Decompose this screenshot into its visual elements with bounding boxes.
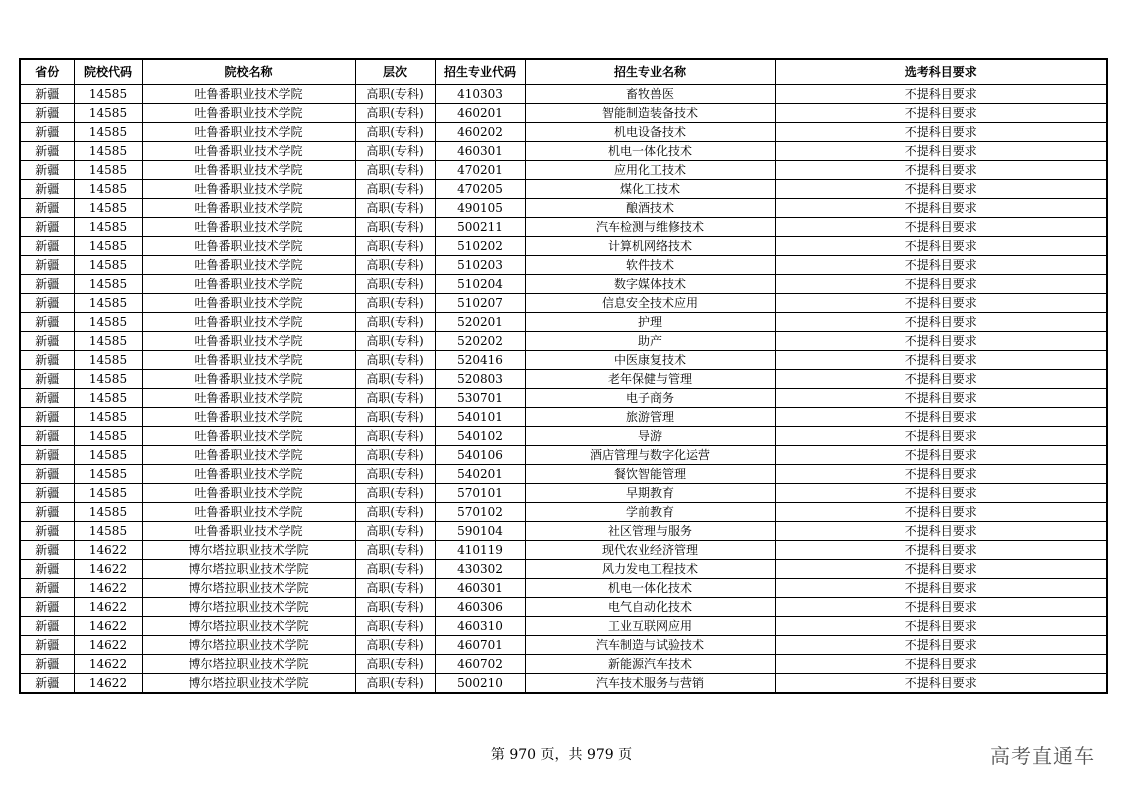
major-code-cell: 460701 bbox=[435, 636, 525, 655]
major-code-cell: 520416 bbox=[435, 351, 525, 370]
school-name-cell: 吐鲁番职业技术学院 bbox=[142, 294, 355, 313]
subject-requirement-cell: 不提科目要求 bbox=[775, 446, 1107, 465]
level-cell: 高职(专科) bbox=[355, 180, 435, 199]
school-code-cell: 14585 bbox=[74, 408, 142, 427]
level-cell: 高职(专科) bbox=[355, 85, 435, 104]
level-cell: 高职(专科) bbox=[355, 674, 435, 694]
major-code-cell: 540106 bbox=[435, 446, 525, 465]
table-row bbox=[20, 503, 1107, 522]
school-code-cell: 14585 bbox=[74, 389, 142, 408]
subject-requirement-cell: 不提科目要求 bbox=[775, 218, 1107, 237]
major-code-cell: 510202 bbox=[435, 237, 525, 256]
major-code-cell: 510204 bbox=[435, 275, 525, 294]
subject-requirement-cell: 不提科目要求 bbox=[775, 123, 1107, 142]
major-code-cell: 520202 bbox=[435, 332, 525, 351]
subject-requirement-cell: 不提科目要求 bbox=[775, 351, 1107, 370]
school-name-cell: 吐鲁番职业技术学院 bbox=[142, 218, 355, 237]
major-code-cell: 490105 bbox=[435, 199, 525, 218]
table-row bbox=[20, 161, 1107, 180]
column-header-province: 省份 bbox=[20, 59, 74, 85]
province-cell: 新疆 bbox=[20, 541, 74, 560]
table-row bbox=[20, 560, 1107, 579]
level-cell: 高职(专科) bbox=[355, 218, 435, 237]
school-name-cell: 吐鲁番职业技术学院 bbox=[142, 161, 355, 180]
column-header-major-name: 招生专业名称 bbox=[525, 59, 775, 85]
level-cell: 高职(专科) bbox=[355, 617, 435, 636]
subject-requirement-cell: 不提科目要求 bbox=[775, 180, 1107, 199]
school-name-cell: 吐鲁番职业技术学院 bbox=[142, 484, 355, 503]
level-cell: 高职(专科) bbox=[355, 313, 435, 332]
subject-requirement-cell: 不提科目要求 bbox=[775, 389, 1107, 408]
column-header-school-name: 院校名称 bbox=[142, 59, 355, 85]
subject-requirement-cell: 不提科目要求 bbox=[775, 408, 1107, 427]
province-cell: 新疆 bbox=[20, 636, 74, 655]
school-code-cell: 14622 bbox=[74, 598, 142, 617]
province-cell: 新疆 bbox=[20, 427, 74, 446]
major-name-cell: 数字媒体技术 bbox=[525, 275, 775, 294]
school-code-cell: 14585 bbox=[74, 123, 142, 142]
school-code-cell: 14585 bbox=[74, 218, 142, 237]
province-cell: 新疆 bbox=[20, 161, 74, 180]
major-name-cell: 畜牧兽医 bbox=[525, 85, 775, 104]
table-row bbox=[20, 199, 1107, 218]
school-code-cell: 14585 bbox=[74, 351, 142, 370]
level-cell: 高职(专科) bbox=[355, 579, 435, 598]
major-name-cell: 旅游管理 bbox=[525, 408, 775, 427]
province-cell: 新疆 bbox=[20, 503, 74, 522]
province-cell: 新疆 bbox=[20, 579, 74, 598]
province-cell: 新疆 bbox=[20, 123, 74, 142]
school-code-cell: 14585 bbox=[74, 199, 142, 218]
major-name-cell: 机电一体化技术 bbox=[525, 142, 775, 161]
level-cell: 高职(专科) bbox=[355, 256, 435, 275]
level-cell: 高职(专科) bbox=[355, 370, 435, 389]
level-cell: 高职(专科) bbox=[355, 123, 435, 142]
major-code-cell: 510207 bbox=[435, 294, 525, 313]
school-code-cell: 14622 bbox=[74, 617, 142, 636]
table-row bbox=[20, 408, 1107, 427]
major-code-cell: 590104 bbox=[435, 522, 525, 541]
table-row bbox=[20, 275, 1107, 294]
subject-requirement-cell: 不提科目要求 bbox=[775, 674, 1107, 694]
level-cell: 高职(专科) bbox=[355, 446, 435, 465]
subject-requirement-cell: 不提科目要求 bbox=[775, 579, 1107, 598]
major-name-cell: 导游 bbox=[525, 427, 775, 446]
level-cell: 高职(专科) bbox=[355, 199, 435, 218]
major-name-cell: 酿酒技术 bbox=[525, 199, 775, 218]
province-cell: 新疆 bbox=[20, 389, 74, 408]
table-row bbox=[20, 218, 1107, 237]
table-row bbox=[20, 427, 1107, 446]
table-row bbox=[20, 313, 1107, 332]
school-code-cell: 14585 bbox=[74, 503, 142, 522]
province-cell: 新疆 bbox=[20, 465, 74, 484]
level-cell: 高职(专科) bbox=[355, 598, 435, 617]
school-name-cell: 吐鲁番职业技术学院 bbox=[142, 503, 355, 522]
school-name-cell: 吐鲁番职业技术学院 bbox=[142, 522, 355, 541]
level-cell: 高职(专科) bbox=[355, 427, 435, 446]
subject-requirement-cell: 不提科目要求 bbox=[775, 541, 1107, 560]
table-row bbox=[20, 655, 1107, 674]
major-code-cell: 430302 bbox=[435, 560, 525, 579]
level-cell: 高职(专科) bbox=[355, 142, 435, 161]
school-name-cell: 吐鲁番职业技术学院 bbox=[142, 427, 355, 446]
school-code-cell: 14585 bbox=[74, 142, 142, 161]
column-header-school-code: 院校代码 bbox=[74, 59, 142, 85]
school-code-cell: 14585 bbox=[74, 180, 142, 199]
level-cell: 高职(专科) bbox=[355, 503, 435, 522]
major-code-cell: 510203 bbox=[435, 256, 525, 275]
subject-requirement-cell: 不提科目要求 bbox=[775, 503, 1107, 522]
subject-requirement-cell: 不提科目要求 bbox=[775, 199, 1107, 218]
level-cell: 高职(专科) bbox=[355, 408, 435, 427]
major-code-cell: 410119 bbox=[435, 541, 525, 560]
major-code-cell: 460301 bbox=[435, 142, 525, 161]
school-name-cell: 吐鲁番职业技术学院 bbox=[142, 256, 355, 275]
province-cell: 新疆 bbox=[20, 313, 74, 332]
major-name-cell: 老年保健与管理 bbox=[525, 370, 775, 389]
school-name-cell: 吐鲁番职业技术学院 bbox=[142, 104, 355, 123]
subject-requirement-cell: 不提科目要求 bbox=[775, 294, 1107, 313]
school-code-cell: 14585 bbox=[74, 313, 142, 332]
major-code-cell: 460202 bbox=[435, 123, 525, 142]
level-cell: 高职(专科) bbox=[355, 484, 435, 503]
major-name-cell: 电子商务 bbox=[525, 389, 775, 408]
major-name-cell: 新能源汽车技术 bbox=[525, 655, 775, 674]
school-code-cell: 14585 bbox=[74, 161, 142, 180]
subject-requirement-cell: 不提科目要求 bbox=[775, 560, 1107, 579]
province-cell: 新疆 bbox=[20, 104, 74, 123]
school-name-cell: 吐鲁番职业技术学院 bbox=[142, 465, 355, 484]
school-name-cell: 博尔塔拉职业技术学院 bbox=[142, 598, 355, 617]
major-code-cell: 520201 bbox=[435, 313, 525, 332]
level-cell: 高职(专科) bbox=[355, 560, 435, 579]
major-code-cell: 460201 bbox=[435, 104, 525, 123]
admissions-table bbox=[19, 58, 1108, 694]
table-header-row bbox=[20, 59, 1107, 85]
school-code-cell: 14622 bbox=[74, 579, 142, 598]
province-cell: 新疆 bbox=[20, 218, 74, 237]
subject-requirement-cell: 不提科目要求 bbox=[775, 85, 1107, 104]
major-code-cell: 500210 bbox=[435, 674, 525, 694]
table-row bbox=[20, 237, 1107, 256]
major-name-cell: 酒店管理与数字化运营 bbox=[525, 446, 775, 465]
school-code-cell: 14622 bbox=[74, 636, 142, 655]
province-cell: 新疆 bbox=[20, 85, 74, 104]
school-code-cell: 14585 bbox=[74, 85, 142, 104]
table-row bbox=[20, 85, 1107, 104]
major-name-cell: 中医康复技术 bbox=[525, 351, 775, 370]
subject-requirement-cell: 不提科目要求 bbox=[775, 161, 1107, 180]
major-code-cell: 570101 bbox=[435, 484, 525, 503]
school-name-cell: 吐鲁番职业技术学院 bbox=[142, 85, 355, 104]
province-cell: 新疆 bbox=[20, 674, 74, 694]
table-row bbox=[20, 370, 1107, 389]
subject-requirement-cell: 不提科目要求 bbox=[775, 142, 1107, 161]
table-row bbox=[20, 636, 1107, 655]
major-code-cell: 470201 bbox=[435, 161, 525, 180]
school-code-cell: 14622 bbox=[74, 655, 142, 674]
province-cell: 新疆 bbox=[20, 294, 74, 313]
major-code-cell: 540102 bbox=[435, 427, 525, 446]
major-code-cell: 470205 bbox=[435, 180, 525, 199]
level-cell: 高职(专科) bbox=[355, 332, 435, 351]
major-name-cell: 智能制造装备技术 bbox=[525, 104, 775, 123]
school-code-cell: 14585 bbox=[74, 332, 142, 351]
major-name-cell: 煤化工技术 bbox=[525, 180, 775, 199]
major-code-cell: 500211 bbox=[435, 218, 525, 237]
school-code-cell: 14622 bbox=[74, 674, 142, 694]
level-cell: 高职(专科) bbox=[355, 636, 435, 655]
table-row bbox=[20, 541, 1107, 560]
province-cell: 新疆 bbox=[20, 617, 74, 636]
major-code-cell: 460301 bbox=[435, 579, 525, 598]
school-name-cell: 博尔塔拉职业技术学院 bbox=[142, 655, 355, 674]
major-name-cell: 应用化工技术 bbox=[525, 161, 775, 180]
school-code-cell: 14585 bbox=[74, 275, 142, 294]
level-cell: 高职(专科) bbox=[355, 294, 435, 313]
level-cell: 高职(专科) bbox=[355, 237, 435, 256]
major-code-cell: 530701 bbox=[435, 389, 525, 408]
province-cell: 新疆 bbox=[20, 655, 74, 674]
major-name-cell: 早期教育 bbox=[525, 484, 775, 503]
province-cell: 新疆 bbox=[20, 275, 74, 294]
major-name-cell: 护理 bbox=[525, 313, 775, 332]
major-name-cell: 社区管理与服务 bbox=[525, 522, 775, 541]
province-cell: 新疆 bbox=[20, 351, 74, 370]
school-code-cell: 14585 bbox=[74, 370, 142, 389]
province-cell: 新疆 bbox=[20, 408, 74, 427]
province-cell: 新疆 bbox=[20, 598, 74, 617]
subject-requirement-cell: 不提科目要求 bbox=[775, 465, 1107, 484]
school-code-cell: 14585 bbox=[74, 484, 142, 503]
subject-requirement-cell: 不提科目要求 bbox=[775, 636, 1107, 655]
subject-requirement-cell: 不提科目要求 bbox=[775, 313, 1107, 332]
major-name-cell: 工业互联网应用 bbox=[525, 617, 775, 636]
school-name-cell: 吐鲁番职业技术学院 bbox=[142, 237, 355, 256]
province-cell: 新疆 bbox=[20, 332, 74, 351]
table-row bbox=[20, 446, 1107, 465]
major-name-cell: 餐饮智能管理 bbox=[525, 465, 775, 484]
major-name-cell: 软件技术 bbox=[525, 256, 775, 275]
major-name-cell: 电气自动化技术 bbox=[525, 598, 775, 617]
subject-requirement-cell: 不提科目要求 bbox=[775, 370, 1107, 389]
school-code-cell: 14585 bbox=[74, 446, 142, 465]
major-code-cell: 460702 bbox=[435, 655, 525, 674]
column-header-subject-requirement: 选考科目要求 bbox=[775, 59, 1107, 85]
school-name-cell: 博尔塔拉职业技术学院 bbox=[142, 636, 355, 655]
table-row bbox=[20, 332, 1107, 351]
school-name-cell: 吐鲁番职业技术学院 bbox=[142, 142, 355, 161]
major-code-cell: 460310 bbox=[435, 617, 525, 636]
province-cell: 新疆 bbox=[20, 522, 74, 541]
table-row bbox=[20, 123, 1107, 142]
major-code-cell: 520803 bbox=[435, 370, 525, 389]
school-code-cell: 14585 bbox=[74, 427, 142, 446]
major-name-cell: 助产 bbox=[525, 332, 775, 351]
major-code-cell: 540101 bbox=[435, 408, 525, 427]
school-name-cell: 博尔塔拉职业技术学院 bbox=[142, 617, 355, 636]
major-code-cell: 570102 bbox=[435, 503, 525, 522]
watermark-logo: 高考直通车 bbox=[990, 744, 1095, 768]
major-name-cell: 学前教育 bbox=[525, 503, 775, 522]
school-name-cell: 吐鲁番职业技术学院 bbox=[142, 446, 355, 465]
school-name-cell: 吐鲁番职业技术学院 bbox=[142, 180, 355, 199]
school-name-cell: 博尔塔拉职业技术学院 bbox=[142, 541, 355, 560]
level-cell: 高职(专科) bbox=[355, 351, 435, 370]
province-cell: 新疆 bbox=[20, 560, 74, 579]
major-name-cell: 现代农业经济管理 bbox=[525, 541, 775, 560]
school-code-cell: 14585 bbox=[74, 522, 142, 541]
level-cell: 高职(专科) bbox=[355, 522, 435, 541]
school-name-cell: 吐鲁番职业技术学院 bbox=[142, 389, 355, 408]
major-code-cell: 410303 bbox=[435, 85, 525, 104]
school-code-cell: 14585 bbox=[74, 104, 142, 123]
subject-requirement-cell: 不提科目要求 bbox=[775, 237, 1107, 256]
major-name-cell: 信息安全技术应用 bbox=[525, 294, 775, 313]
table-row bbox=[20, 180, 1107, 199]
table-row bbox=[20, 465, 1107, 484]
province-cell: 新疆 bbox=[20, 199, 74, 218]
school-name-cell: 博尔塔拉职业技术学院 bbox=[142, 560, 355, 579]
school-name-cell: 博尔塔拉职业技术学院 bbox=[142, 579, 355, 598]
table-row bbox=[20, 522, 1107, 541]
major-code-cell: 460306 bbox=[435, 598, 525, 617]
major-name-cell: 机电一体化技术 bbox=[525, 579, 775, 598]
school-code-cell: 14585 bbox=[74, 465, 142, 484]
table-row bbox=[20, 674, 1107, 694]
table-body bbox=[20, 85, 1107, 694]
subject-requirement-cell: 不提科目要求 bbox=[775, 427, 1107, 446]
subject-requirement-cell: 不提科目要求 bbox=[775, 256, 1107, 275]
level-cell: 高职(专科) bbox=[355, 389, 435, 408]
major-name-cell: 汽车制造与试验技术 bbox=[525, 636, 775, 655]
table-row bbox=[20, 256, 1107, 275]
school-code-cell: 14585 bbox=[74, 237, 142, 256]
level-cell: 高职(专科) bbox=[355, 655, 435, 674]
table-row bbox=[20, 142, 1107, 161]
subject-requirement-cell: 不提科目要求 bbox=[775, 275, 1107, 294]
school-name-cell: 博尔塔拉职业技术学院 bbox=[142, 674, 355, 694]
column-header-level: 层次 bbox=[355, 59, 435, 85]
level-cell: 高职(专科) bbox=[355, 275, 435, 294]
school-name-cell: 吐鲁番职业技术学院 bbox=[142, 275, 355, 294]
table-row bbox=[20, 389, 1107, 408]
major-name-cell: 汽车技术服务与营销 bbox=[525, 674, 775, 694]
table-row bbox=[20, 351, 1107, 370]
province-cell: 新疆 bbox=[20, 446, 74, 465]
school-name-cell: 吐鲁番职业技术学院 bbox=[142, 332, 355, 351]
major-name-cell: 汽车检测与维修技术 bbox=[525, 218, 775, 237]
school-code-cell: 14622 bbox=[74, 560, 142, 579]
level-cell: 高职(专科) bbox=[355, 541, 435, 560]
table-row bbox=[20, 579, 1107, 598]
table-row bbox=[20, 484, 1107, 503]
province-cell: 新疆 bbox=[20, 142, 74, 161]
province-cell: 新疆 bbox=[20, 370, 74, 389]
major-name-cell: 机电设备技术 bbox=[525, 123, 775, 142]
subject-requirement-cell: 不提科目要求 bbox=[775, 655, 1107, 674]
subject-requirement-cell: 不提科目要求 bbox=[775, 598, 1107, 617]
level-cell: 高职(专科) bbox=[355, 161, 435, 180]
page-number: 第 970 页，共 979 页 bbox=[490, 747, 633, 763]
school-name-cell: 吐鲁番职业技术学院 bbox=[142, 313, 355, 332]
level-cell: 高职(专科) bbox=[355, 465, 435, 484]
school-name-cell: 吐鲁番职业技术学院 bbox=[142, 370, 355, 389]
level-cell: 高职(专科) bbox=[355, 104, 435, 123]
major-code-cell: 540201 bbox=[435, 465, 525, 484]
school-name-cell: 吐鲁番职业技术学院 bbox=[142, 408, 355, 427]
table-row bbox=[20, 294, 1107, 313]
subject-requirement-cell: 不提科目要求 bbox=[775, 332, 1107, 351]
province-cell: 新疆 bbox=[20, 256, 74, 275]
province-cell: 新疆 bbox=[20, 180, 74, 199]
column-header-major-code: 招生专业代码 bbox=[435, 59, 525, 85]
school-name-cell: 吐鲁番职业技术学院 bbox=[142, 123, 355, 142]
subject-requirement-cell: 不提科目要求 bbox=[775, 104, 1107, 123]
school-code-cell: 14585 bbox=[74, 294, 142, 313]
province-cell: 新疆 bbox=[20, 484, 74, 503]
table-row bbox=[20, 104, 1107, 123]
subject-requirement-cell: 不提科目要求 bbox=[775, 617, 1107, 636]
major-name-cell: 计算机网络技术 bbox=[525, 237, 775, 256]
table-row bbox=[20, 617, 1107, 636]
major-name-cell: 风力发电工程技术 bbox=[525, 560, 775, 579]
subject-requirement-cell: 不提科目要求 bbox=[775, 522, 1107, 541]
school-name-cell: 吐鲁番职业技术学院 bbox=[142, 199, 355, 218]
school-code-cell: 14622 bbox=[74, 541, 142, 560]
subject-requirement-cell: 不提科目要求 bbox=[775, 484, 1107, 503]
school-code-cell: 14585 bbox=[74, 256, 142, 275]
province-cell: 新疆 bbox=[20, 237, 74, 256]
table-row bbox=[20, 598, 1107, 617]
school-name-cell: 吐鲁番职业技术学院 bbox=[142, 351, 355, 370]
